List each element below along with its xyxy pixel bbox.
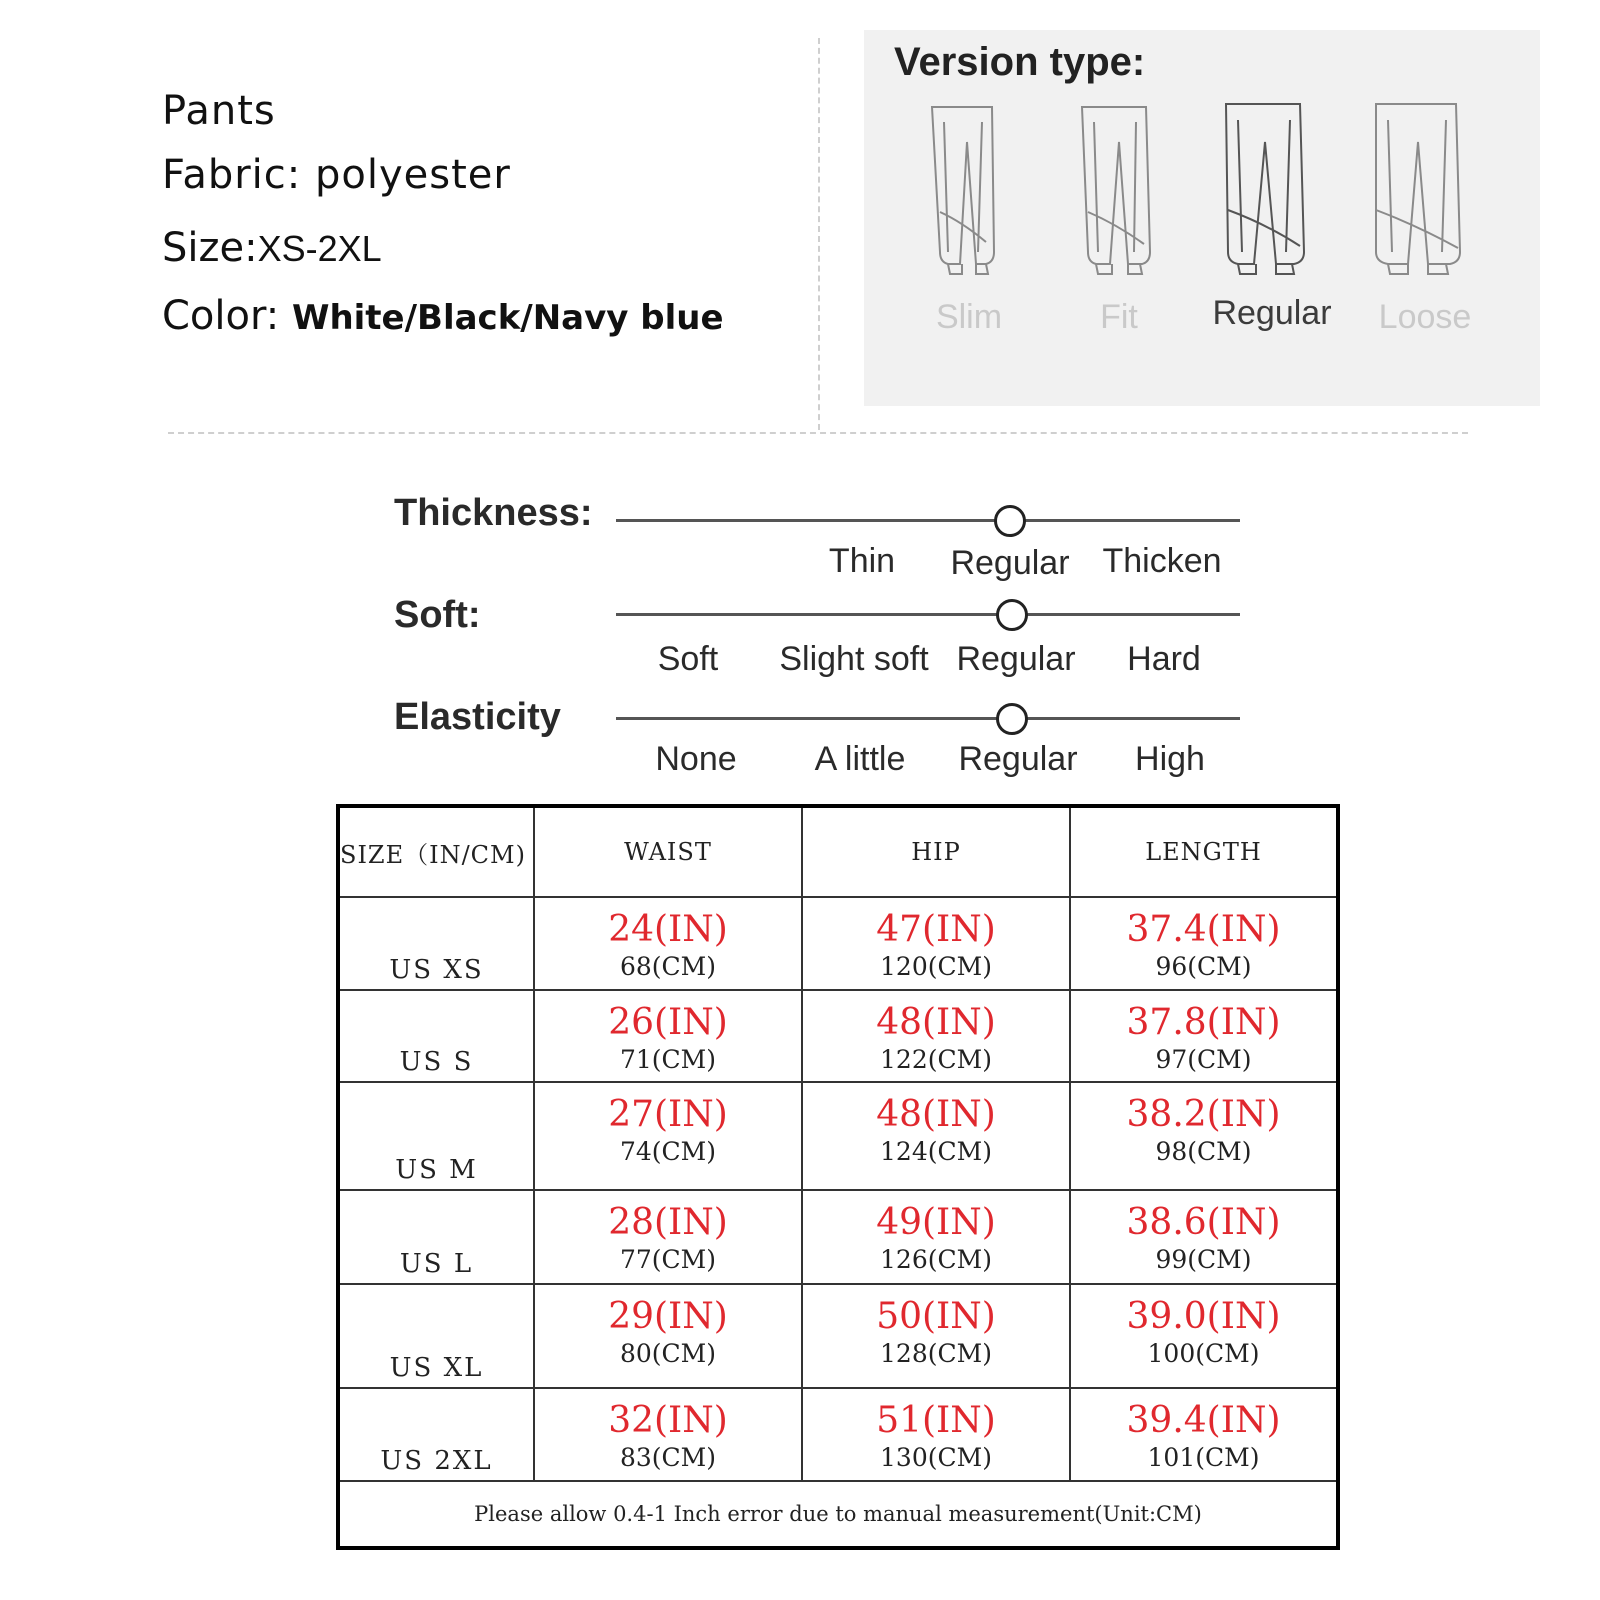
elasticity-option-a-little: A little	[814, 740, 906, 778]
hip-cm: 128(CM)	[880, 1339, 992, 1368]
size-name: US XL	[389, 1353, 484, 1383]
thickness-option-regular: Regular	[950, 544, 1070, 582]
loose-pants-icon	[1374, 102, 1464, 282]
table-header-row	[338, 806, 1338, 897]
waist-cell	[534, 1082, 802, 1190]
vertical-divider	[818, 38, 820, 430]
hip-inch: 48(IN)	[876, 1002, 996, 1043]
hip-cm: 122(CM)	[880, 1045, 992, 1074]
elasticity-option-none: None	[655, 740, 737, 778]
hip-cell	[802, 1388, 1070, 1481]
color-info	[162, 293, 724, 339]
fit-pants-icon	[1074, 102, 1164, 282]
waist-inch: 29(IN)	[608, 1296, 728, 1337]
measurement-note: Please allow 0.4-1 Inch error due to manual measurement(Unit:CM)	[338, 1481, 1338, 1548]
elasticity-track	[616, 717, 1240, 720]
soft-selected-knob	[996, 599, 1028, 631]
size-chart-table	[336, 804, 1340, 1550]
waist-inch: 24(IN)	[608, 909, 728, 950]
color-label: Color:	[162, 293, 280, 339]
size-cell	[338, 1082, 534, 1190]
header-size: SIZE（IN/CM)	[338, 806, 534, 897]
hip-cm: 124(CM)	[880, 1137, 992, 1166]
hip-cell	[802, 897, 1070, 990]
size-cell	[338, 990, 534, 1082]
length-cm: 96(CM)	[1155, 952, 1252, 981]
slim-pants-icon	[922, 102, 1012, 282]
thickness-option-thicken: Thicken	[1102, 542, 1222, 580]
soft-track	[616, 613, 1240, 616]
hip-inch: 47(IN)	[876, 909, 996, 950]
elasticity-selected-knob	[996, 703, 1028, 735]
soft-option-slight-soft: Slight soft	[779, 640, 929, 678]
length-cm: 99(CM)	[1155, 1245, 1252, 1274]
size-name: US M	[395, 1155, 478, 1185]
elasticity-option-high: High	[1135, 740, 1205, 778]
hip-cell	[802, 1284, 1070, 1388]
version-option-slim: Slim	[935, 298, 1003, 336]
soft-option-hard: Hard	[1127, 640, 1201, 678]
hip-cell	[802, 1190, 1070, 1284]
length-inch: 37.4(IN)	[1126, 909, 1281, 950]
length-cm: 100(CM)	[1147, 1339, 1260, 1368]
regular-pants-icon	[1222, 102, 1312, 282]
hip-inch: 50(IN)	[876, 1296, 996, 1337]
fabric-label: Fabric:	[162, 152, 302, 198]
size-cell	[338, 1284, 534, 1388]
table-row	[338, 897, 1338, 990]
length-cm: 101(CM)	[1147, 1443, 1260, 1472]
length-inch: 39.0(IN)	[1126, 1296, 1281, 1337]
table-note-row	[338, 1481, 1338, 1548]
length-inch: 37.8(IN)	[1126, 1002, 1281, 1043]
waist-cell	[534, 1388, 802, 1481]
table-row	[338, 990, 1338, 1082]
length-cell	[1070, 1284, 1338, 1388]
fabric-value: polyester	[314, 152, 511, 198]
waist-cm: 80(CM)	[619, 1339, 717, 1368]
soft-option-regular: Regular	[956, 640, 1076, 678]
size-cell	[338, 1190, 534, 1284]
thickness-selected-knob	[994, 505, 1026, 537]
waist-cell	[534, 990, 802, 1082]
waist-inch: 26(IN)	[608, 1002, 728, 1043]
table-row	[338, 1190, 1338, 1284]
soft-label: Soft:	[394, 594, 481, 636]
hip-cm: 120(CM)	[880, 952, 992, 981]
version-option-regular: Regular	[1212, 294, 1332, 332]
size-info	[162, 225, 382, 271]
size-name: US S	[399, 1047, 474, 1077]
hip-cm: 130(CM)	[880, 1443, 992, 1472]
header-waist: WAIST	[534, 806, 802, 897]
thickness-option-thin: Thin	[828, 542, 896, 580]
waist-cell	[534, 1284, 802, 1388]
horizontal-divider	[168, 432, 1468, 434]
size-name: US 2XL	[380, 1446, 493, 1476]
waist-inch: 27(IN)	[608, 1094, 728, 1135]
waist-cm: 68(CM)	[619, 952, 717, 981]
table-row	[338, 1082, 1338, 1190]
length-cell	[1070, 1082, 1338, 1190]
length-inch: 38.6(IN)	[1126, 1202, 1281, 1243]
color-value: White/Black/Navy blue	[291, 298, 724, 338]
size-name: US L	[399, 1249, 474, 1279]
length-cell	[1070, 1190, 1338, 1284]
length-cell	[1070, 897, 1338, 990]
version-type-panel	[864, 30, 1540, 406]
length-inch: 39.4(IN)	[1126, 1400, 1281, 1441]
thickness-track	[616, 519, 1240, 522]
thickness-label: Thickness:	[394, 492, 593, 534]
version-option-loose: Loose	[1378, 298, 1472, 336]
elasticity-option-regular: Regular	[958, 740, 1078, 778]
header-hip: HIP	[802, 806, 1070, 897]
hip-cell	[802, 990, 1070, 1082]
header-length: LENGTH	[1070, 806, 1338, 897]
hip-cell	[802, 1082, 1070, 1190]
size-cell	[338, 897, 534, 990]
table-row	[338, 1284, 1338, 1388]
waist-cell	[534, 897, 802, 990]
size-label: Size:	[162, 225, 258, 271]
hip-inch: 51(IN)	[876, 1400, 996, 1441]
product-title: Pants	[162, 88, 276, 134]
version-option-fit: Fit	[1100, 298, 1138, 336]
hip-inch: 49(IN)	[876, 1202, 996, 1243]
elasticity-label: Elasticity	[394, 696, 561, 738]
table-row	[338, 1388, 1338, 1481]
fabric-info	[162, 152, 511, 198]
waist-inch: 32(IN)	[608, 1400, 728, 1441]
waist-cm: 83(CM)	[619, 1443, 717, 1472]
length-cell	[1070, 1388, 1338, 1481]
length-cm: 98(CM)	[1155, 1137, 1252, 1166]
waist-cm: 77(CM)	[619, 1245, 717, 1274]
size-cell	[338, 1388, 534, 1481]
hip-inch: 48(IN)	[876, 1094, 996, 1135]
version-type-title: Version type:	[894, 40, 1146, 84]
length-cm: 97(CM)	[1155, 1045, 1252, 1074]
size-value: XS-2XL	[257, 228, 382, 269]
waist-inch: 28(IN)	[608, 1202, 728, 1243]
length-cell	[1070, 990, 1338, 1082]
size-name: US XS	[389, 955, 484, 985]
waist-cell	[534, 1190, 802, 1284]
soft-option-soft: Soft	[657, 640, 719, 678]
hip-cm: 126(CM)	[880, 1245, 992, 1274]
waist-cm: 74(CM)	[619, 1137, 717, 1166]
waist-cm: 71(CM)	[619, 1045, 717, 1074]
length-inch: 38.2(IN)	[1126, 1094, 1281, 1135]
